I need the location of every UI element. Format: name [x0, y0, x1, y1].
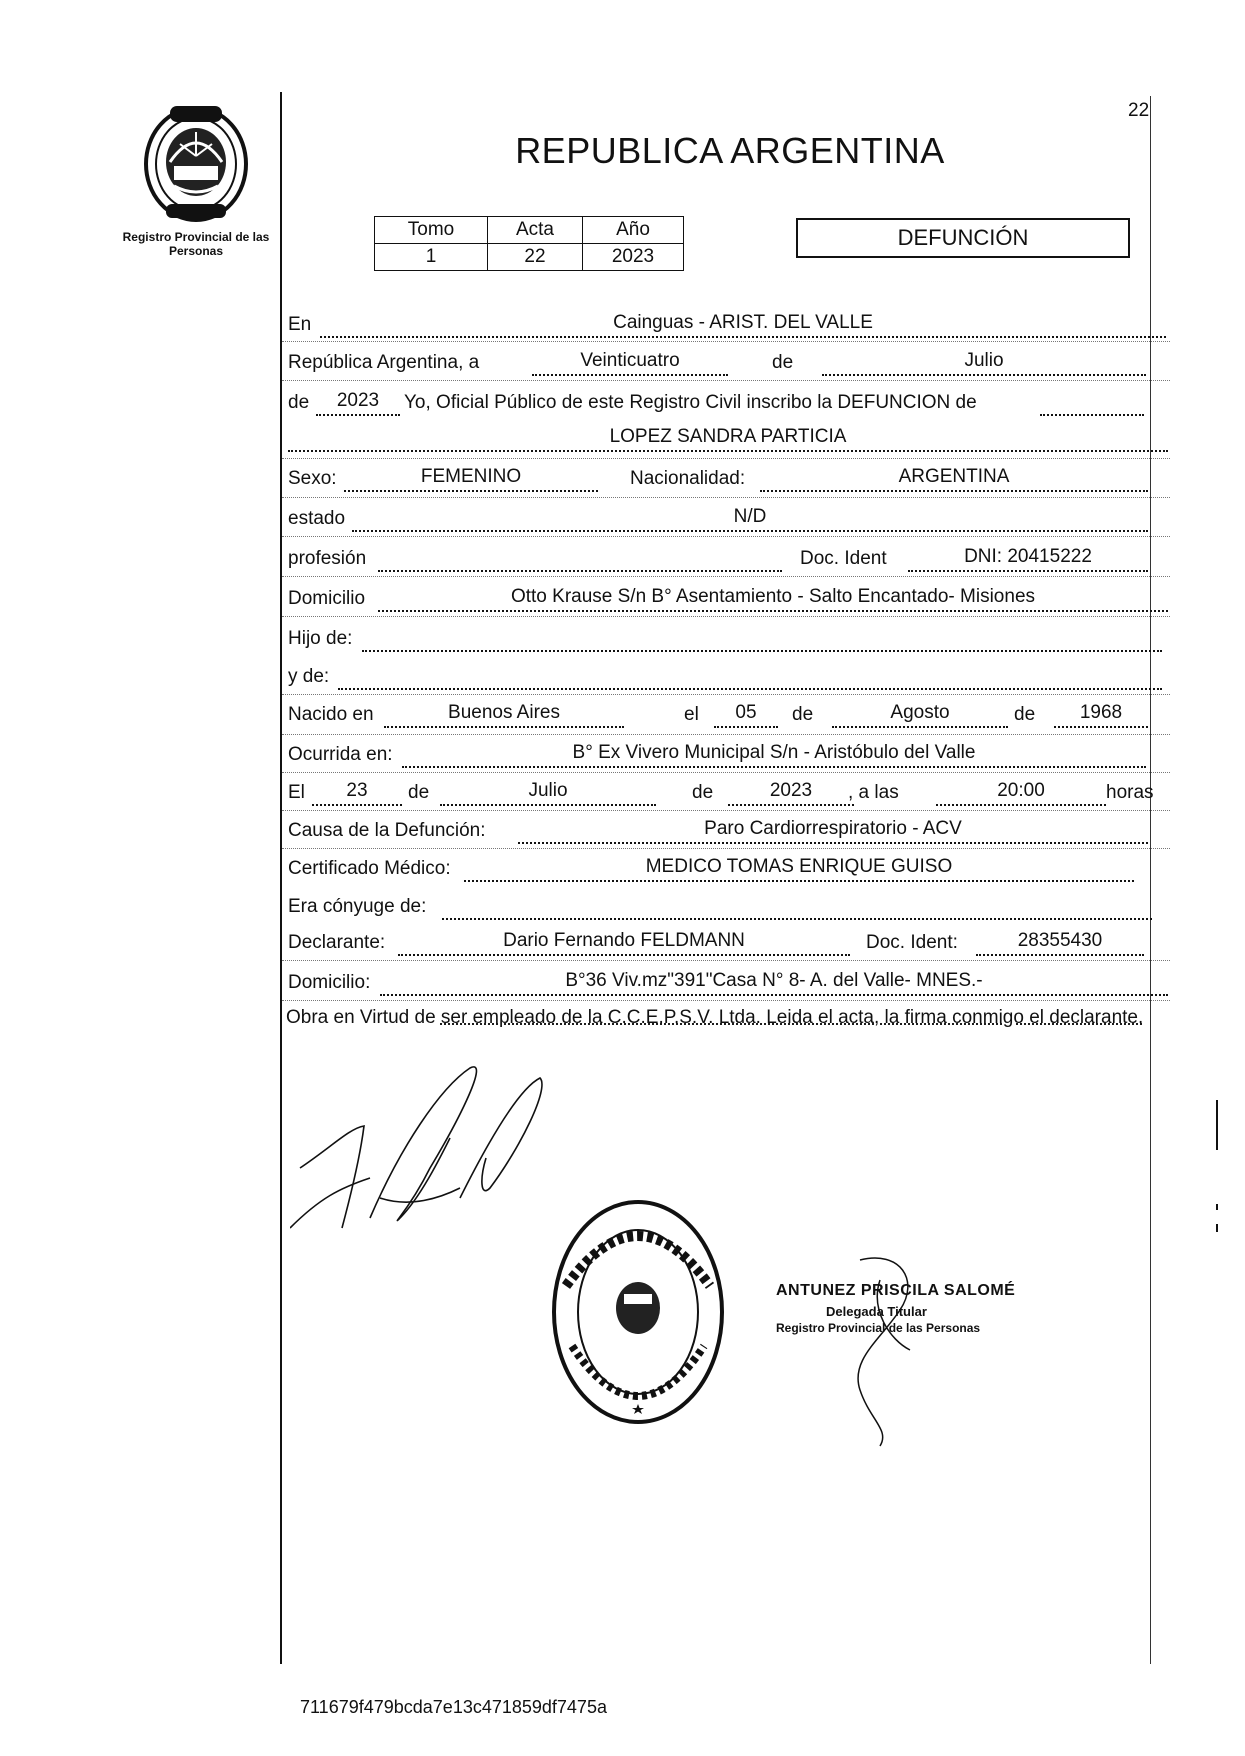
row-fecha-defuncion: [288, 774, 1168, 808]
obra-statement: [286, 1004, 1176, 1032]
causa-value: Paro Cardiorrespiratorio - ACV: [704, 818, 962, 839]
row-divider: [282, 960, 1170, 961]
conyuge-field: [442, 896, 1152, 920]
acta-value: 22: [488, 244, 583, 271]
row-conyuge: [288, 888, 1168, 922]
country-title: REPUBLICA ARGENTINA: [515, 130, 945, 171]
year-prefix-label: de: [288, 392, 310, 413]
hijo-field: [362, 628, 1162, 652]
row-divider: [282, 341, 1170, 342]
sexo-label: Sexo:: [288, 468, 337, 489]
row-divider: [282, 380, 1170, 381]
official-stamp: [776, 1282, 1036, 1335]
death-de-label: de: [408, 782, 430, 803]
birth-de2-label: de: [1014, 704, 1036, 725]
birthplace-value: Buenos Aires: [448, 702, 560, 723]
anio-value: 2023: [583, 244, 684, 271]
month-field: [822, 350, 1146, 376]
hijo-label: Hijo de:: [288, 628, 353, 649]
doc-ident-value: DNI: 20415222: [964, 546, 1092, 567]
row-inscripcion: [288, 384, 1168, 418]
province-emblem-logo: [140, 104, 252, 224]
death-time-value: 20:00: [997, 780, 1045, 801]
row-domicilio-declarante: [288, 964, 1168, 998]
row-domicilio: [288, 580, 1168, 614]
estado-label: estado: [288, 508, 346, 529]
doc-ident-field: [908, 546, 1148, 572]
causa-label: Causa de la Defunción:: [288, 820, 486, 841]
acta-header: Acta: [488, 217, 583, 244]
certificado-field: [464, 856, 1134, 882]
nacionalidad-field: [760, 466, 1148, 492]
birth-year-field: [1054, 702, 1148, 728]
republica-label: República Argentina, a: [288, 352, 480, 373]
tomo-header: Tomo: [375, 217, 488, 244]
declarante-doc-field: [976, 930, 1144, 956]
en-label: En: [288, 314, 312, 335]
tomo-value: 1: [375, 244, 488, 271]
deceased-name-field: [288, 426, 1168, 452]
nacionalidad-label: Nacionalidad:: [630, 468, 746, 489]
deceased-name-value: LOPEZ SANDRA PARTICIA: [609, 426, 847, 447]
row-yde: [288, 658, 1168, 692]
en-field: [320, 312, 1166, 338]
row-nacido: [288, 696, 1168, 730]
nacido-label: Nacido en: [288, 704, 374, 725]
official-seal-stamp: [548, 1196, 728, 1428]
sexo-field: [344, 466, 598, 492]
profesion-field: [378, 548, 782, 572]
birth-de-label: de: [792, 704, 814, 725]
horas-label: horas: [1106, 782, 1154, 803]
declarante-value: Dario Fernando FELDMANN: [503, 930, 745, 951]
row-en: [288, 306, 1168, 340]
row-divider: [282, 772, 1170, 773]
death-time-field: [936, 780, 1106, 806]
el-label: el: [684, 704, 699, 725]
birthplace-field: [384, 702, 624, 728]
estado-value: N/D: [733, 506, 767, 527]
year-value: 2023: [336, 390, 380, 411]
yde-label: y de:: [288, 666, 330, 687]
yde-field: [338, 666, 1162, 690]
row-fecha: [288, 344, 1168, 378]
page-number: 22: [1128, 100, 1150, 121]
obra-text: ser empleado de la C.C.E.P.S.V. Ltda. Leida el acta, la firma conmigo el declarante.: [440, 1007, 1144, 1028]
ocurrida-label: Ocurrida en:: [288, 744, 393, 765]
official-signature: [840, 1250, 930, 1450]
record-reference-table: [374, 216, 684, 271]
profesion-label: profesión: [288, 548, 367, 569]
certificado-value: MEDICO TOMAS ENRIQUE GUISO: [645, 856, 953, 877]
domicilio2-field: [380, 970, 1168, 996]
row-estado: [288, 500, 1168, 534]
row-profesion: [288, 540, 1168, 574]
en-value: Cainguas - ARIST. DEL VALLE: [613, 312, 873, 333]
conyuge-label: Era cónyuge de:: [288, 896, 427, 917]
obra-prefix: Obra en Virtud de: [286, 1007, 436, 1028]
causa-field: [518, 818, 1148, 844]
de-label: de: [772, 352, 794, 373]
death-month-value: Julio: [528, 780, 568, 801]
registry-name: Registro Provincial de las Personas: [122, 230, 270, 258]
row-divider: [282, 734, 1170, 735]
row-divider: [282, 536, 1170, 537]
birth-month-field: [832, 702, 1008, 728]
alas-label: , a las: [848, 782, 899, 803]
declarant-signature: [290, 1048, 580, 1238]
ocurrida-field: [402, 742, 1146, 768]
domicilio-label: Domicilio: [288, 588, 366, 609]
domicilio2-label: Domicilio:: [288, 972, 371, 993]
row-divider: [282, 576, 1170, 577]
row-divider: [282, 616, 1170, 617]
declarante-label: Declarante:: [288, 932, 386, 953]
row-sexo: [288, 460, 1168, 494]
row-divider: [282, 810, 1170, 811]
official-role: Delegada Titular: [826, 1304, 927, 1319]
death-day-field: [312, 780, 402, 806]
birth-day-field: [714, 702, 778, 728]
day-words-value: Veinticuatro: [580, 350, 680, 371]
official-office: Registro Provincial de las Personas: [776, 1321, 981, 1335]
row-causa: [288, 812, 1168, 846]
anio-header: Año: [583, 217, 684, 244]
document-hash: 711679f479bcda7e13c471859df7475a: [300, 1697, 607, 1717]
row-divider: [282, 497, 1170, 498]
row-nombre: [288, 420, 1168, 454]
birth-day-value: 05: [735, 702, 757, 723]
declarante-field: [398, 930, 850, 956]
domicilio-field: [378, 586, 1168, 612]
birth-year-value: 1968: [1079, 702, 1123, 723]
year-field: [316, 390, 400, 416]
declarante-doc-label: Doc. Ident:: [866, 932, 958, 953]
row-certificado: [288, 850, 1168, 884]
official-name: ANTUNEZ PRISCILA SALOMÉ: [776, 1282, 1016, 1299]
doc-ident-label: Doc. Ident: [800, 548, 887, 569]
domicilio2-value: B°36 Viv.mz"391"Casa N° 8- A. del Valle- MNES.-: [565, 970, 983, 991]
registrar-text: Yo, Oficial Público de este Registro Civil inscribo la DEFUNCION de: [404, 392, 977, 413]
death-de2-label: de: [692, 782, 714, 803]
declarante-doc-value: 28355430: [1017, 930, 1103, 951]
death-day-value: 23: [346, 780, 368, 801]
row-declarante: [288, 924, 1168, 958]
death-year-field: [728, 780, 854, 806]
row-hijo: [288, 620, 1168, 654]
row-divider: [282, 694, 1170, 695]
domicilio-value: Otto Krause S/n B° Asentamiento - Salto Encantado- Misiones: [510, 586, 1036, 607]
certificado-label: Certificado Médico:: [288, 858, 451, 879]
row-divider: [282, 458, 1170, 459]
document-type-box: DEFUNCIÓN: [796, 218, 1130, 258]
scan-margin-marks: [1212, 1100, 1222, 1280]
death-month-field: [440, 780, 656, 806]
ocurrida-value: B° Ex Vivero Municipal S/n - Aristóbulo del Valle: [572, 742, 976, 763]
row-ocurrida: [288, 736, 1168, 770]
day-field: [532, 350, 728, 376]
registrar-blank: [1040, 392, 1144, 416]
nacionalidad-value: ARGENTINA: [898, 466, 1010, 487]
estado-field: [352, 506, 1148, 532]
month-value: Julio: [964, 350, 1004, 371]
death-year-value: 2023: [769, 780, 813, 801]
left-margin-rule: [280, 92, 282, 1664]
sexo-value: FEMENINO: [420, 466, 522, 487]
row-divider: [282, 848, 1170, 849]
el2-label: El: [288, 782, 305, 803]
row-divider: [282, 1000, 1170, 1001]
birth-month-value: Agosto: [890, 702, 950, 723]
